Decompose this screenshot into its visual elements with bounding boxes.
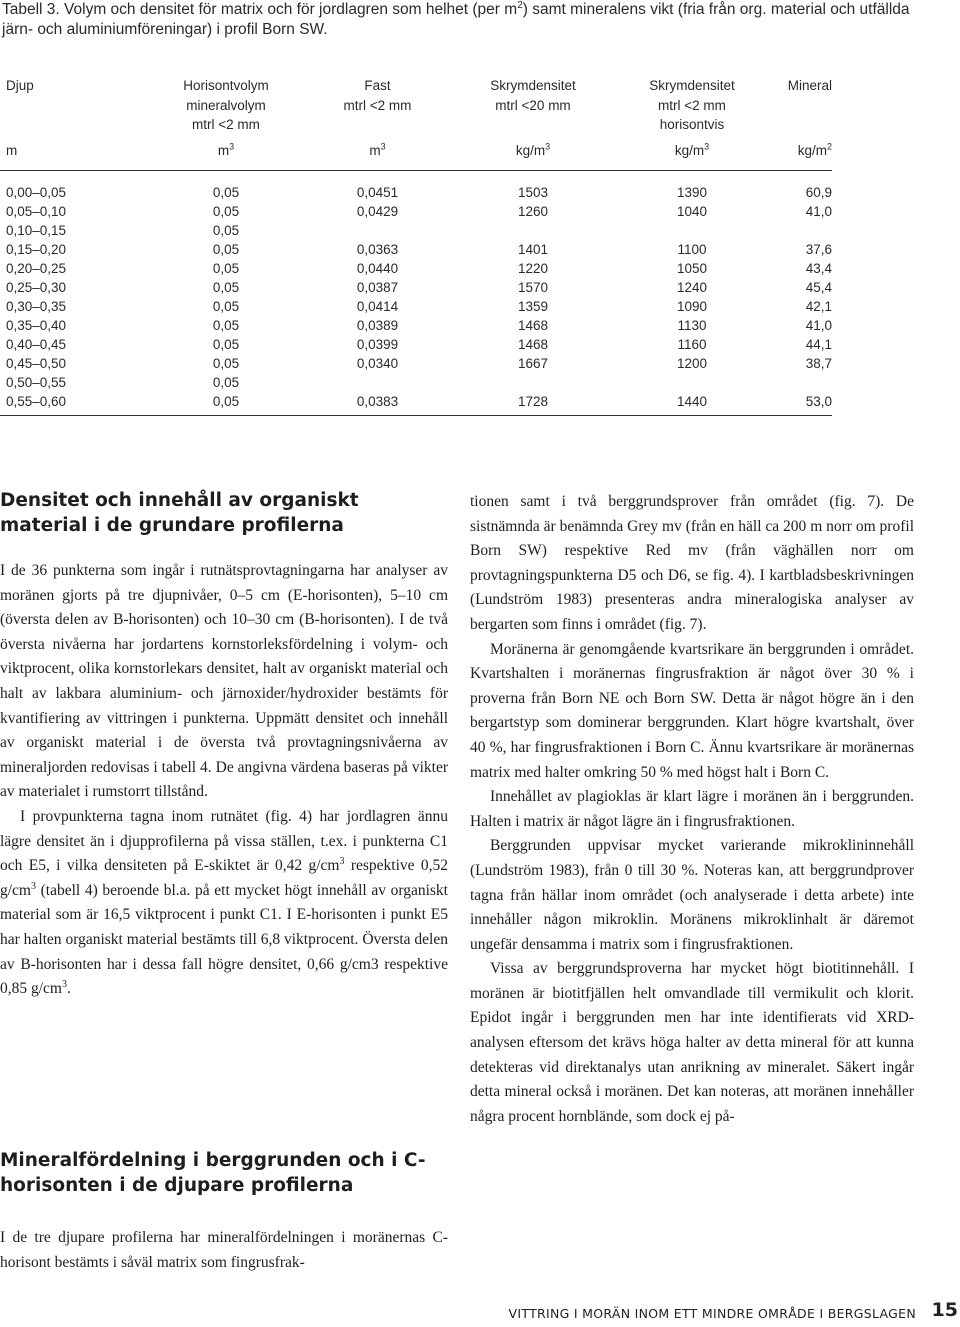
unit-horisontvolym: $m^3$ [217, 141, 235, 158]
cell-bulk-density-20: 1468 [517, 318, 549, 333]
page-number: 15 [931, 1299, 958, 1321]
cell-bulk-density-2 [612, 373, 772, 392]
cell-solid: 0,0440 [356, 261, 399, 276]
cell-bulk-density-2: 1160 [677, 337, 707, 352]
cell-depth: 0,30–0,35 [6, 299, 67, 314]
cell-mineral: 45,4 [805, 280, 832, 295]
cell-depth: 0,25–0,30 [6, 280, 67, 295]
cell-bulk-density-20: 1260 [517, 204, 549, 219]
cell-bulk-density-20: 1503 [517, 185, 549, 200]
cell-solid: 0,0389 [356, 318, 399, 333]
cell-horizon-volume: 0,05 [212, 318, 240, 333]
cell-depth: 0,40–0,45 [6, 337, 67, 352]
cell-solid: 0,0399 [356, 337, 399, 352]
cell-solid: 0,0340 [356, 356, 399, 371]
table-row [0, 278, 832, 297]
cell-solid: 0,0451 [356, 185, 399, 200]
cell-mineral: 41,0 [805, 318, 832, 333]
cell-bulk-density-20 [454, 221, 612, 240]
table-header-row [0, 76, 832, 142]
cell-depth: 0,50–0,55 [6, 375, 67, 390]
cell-bulk-density-2: 1100 [677, 242, 707, 257]
cell-bulk-density-20 [454, 373, 612, 392]
cell-solid: 0,0429 [356, 204, 399, 219]
cell-horizon-volume: 0,05 [212, 375, 240, 390]
cell-horizon-volume: 0,05 [212, 337, 240, 352]
paragraph-mineral-intro: I de tre djupare profilerna har mineralfördelningen i moränernas C-horisont bestämts i såväl matrix som fingrusfrak- [0, 1229, 448, 1271]
cell-solid: 0,0363 [356, 242, 399, 257]
unit-skrymdensitet-2: $kg/m^3$ [674, 141, 710, 158]
unit-djup: m [6, 143, 18, 158]
cell-solid: 0,0414 [356, 299, 399, 314]
cell-mineral: 41,0 [805, 204, 832, 219]
cell-bulk-density-2: 1050 [676, 261, 708, 276]
cell-mineral: 38,7 [805, 356, 832, 371]
cell-depth: 0,55–0,60 [6, 394, 67, 409]
cell-bulk-density-20: 1728 [517, 394, 549, 409]
table-row [0, 373, 832, 392]
cell-bulk-density-20: 1359 [517, 299, 549, 314]
cell-horizon-volume: 0,05 [212, 204, 240, 219]
cell-mineral: 42,1 [805, 299, 832, 314]
table-row [0, 202, 832, 221]
paragraph-continuation: tionen samt i två berggrundsprover från området (fig. 7). De sistnämnda är benämnda Grey mv (från en häll ca 200 m norr om profil Born SW) respektive Red mv (från väghällen norr om provtagningspunkterna D5 och D6, se fig. 4). I kartbladsbeskrivningen (Lundström 1983) presenteras andra mineralogiska analyser av bergarten som finns i området (fig. 7). [470, 493, 914, 633]
unit-mineral: $kg/m^2$ [797, 141, 832, 158]
cell-horizon-volume: 0,05 [212, 223, 240, 238]
left-column [0, 488, 448, 1271]
paragraph-plagioclase: Innehållet av plagioklas är klart lägre i moränen än i berggrunden. Halten i matrix är något lägre än i fingrusfraktionen. [470, 788, 914, 830]
header-horisontvolym: Horisontvolym mineralvolym mtrl <2 mm [183, 78, 269, 132]
cell-depth: 0,05–0,10 [6, 204, 67, 219]
table-body [0, 171, 832, 416]
cell-bulk-density-2: 1090 [676, 299, 708, 314]
table-units-row [0, 142, 832, 171]
table-row [0, 171, 832, 202]
cell-depth: 0,00–0,05 [6, 185, 67, 200]
table-row [0, 259, 832, 278]
cell-bulk-density-20: 1570 [517, 280, 549, 295]
section-heading-density: Densitet och innehåll av organiskt material i de grundare profilerna [0, 490, 359, 536]
cell-horizon-volume: 0,05 [212, 185, 240, 200]
header-skrymdensitet-2: Skrymdensitet mtrl <2 mm horisontvis [649, 78, 735, 132]
cell-horizon-volume: 0,05 [212, 280, 240, 295]
cell-bulk-density-2: 1390 [676, 185, 708, 200]
cell-bulk-density-2: 1040 [676, 204, 708, 219]
running-footer-title: VITTRING I MORÄN INOM ETT MINDRE OMRÅDE I BERGSLAGEN [508, 1306, 916, 1321]
cell-horizon-volume: 0,05 [212, 299, 240, 314]
cell-mineral: 37,6 [805, 242, 832, 257]
cell-mineral [772, 373, 832, 392]
cell-horizon-volume: 0,05 [212, 394, 240, 409]
table-row [0, 354, 832, 373]
cell-horizon-volume: 0,05 [212, 356, 240, 371]
cell-bulk-density-2 [612, 221, 772, 240]
right-column [470, 490, 914, 1129]
header-fast: Fast mtrl <2 mm [343, 78, 412, 113]
table-row [0, 335, 832, 354]
cell-depth: 0,10–0,15 [6, 223, 67, 238]
header-skrymdensitet-20: Skrymdensitet mtrl <20 mm [490, 78, 576, 113]
paragraph-biotite: Vissa av berggrundsproverna har mycket högt biotitinnehåll. I moränen är biotitfjällen helt omvandlade till vermikulit och klorit. Epidot ingår i berggrunden men har inte identifierats vid XRD-analysen eftersom det krävs höga halter av detta mineral för att kunna detekteras vid direktanalys utan anrikning av mineralet. Säkert ingår detta mineral också i moränen. Det kan noteras, att moränen innehåller några procent hornblände, som dock ej på- [470, 960, 914, 1125]
cell-bulk-density-2: 1440 [676, 394, 708, 409]
cell-depth: 0,35–0,40 [6, 318, 67, 333]
cell-horizon-volume: 0,05 [212, 242, 240, 257]
section-heading-mineral: Mineralfördelning i berggrunden och i C-horisonten i de djupare profilerna [0, 1150, 426, 1196]
cell-mineral [772, 221, 832, 240]
table-row [0, 392, 832, 416]
table-caption [2, 0, 932, 40]
table-row [0, 297, 832, 316]
cell-bulk-density-2: 1130 [677, 318, 707, 333]
cell-solid: 0,0383 [356, 394, 399, 409]
cell-depth: 0,15–0,20 [6, 242, 67, 257]
cell-bulk-density-2: 1240 [676, 280, 708, 295]
header-mineral: Mineral [787, 78, 832, 93]
paragraph-grid-points: I provpunkterna tagna inom rutnätet (fig. 4) har jordlagren ännu lägre densitet än i djupprofilerna på vissa ställen, t.ex. i punkterna C1 och E5, i vilka densiteten på E-skiktet är 0,42 $g/cm^3$ respektive 0,52 $g/cm^3$ (tabell 4) beroende bl.a. på ett mycket högt innehåll av organiskt material som är 16,5 viktprocent i punkt C1. I E-horisonten i punkt E5 har halten organiskt material bestämts till 6,8 viktprocent. Översta delen av B-horisonten har i dessa fall högre densitet, 0,66 g/cm3 respektive 0,85 $g/cm^3$. [0, 807, 448, 998]
caption-text-1: Tabell 3. Volym och densitet för matrix och för jordlagren som helhet (per m [2, 1, 518, 18]
cell-horizon-volume: 0,05 [212, 261, 240, 276]
unit-skrymdensitet-20: $kg/m^3$ [515, 141, 551, 158]
paragraph-sampling: I de 36 punkterna som ingår i rutnätsprovtagningarna har analyser av moränen gjorts på tre djupnivåer, 0–5 cm (E-horisonten), 5–10 cm (översta delen av B-horisonten) och 10–30 cm (B-horisonten). I de två översta nivåerna har jordartens kornstorleksfördelning i volym- och viktprocent, olika kornstorlekars densitet, halt av organiskt material och halt av lakbara aluminium- och järnoxider/hydroxider bestämts för kvantifiering av vittringen i punkterna. Uppmätt densitet och innehåll av organiskt material i de översta två provtagningsnivåerna av mineraljorden redovisas i tabell 4. De angivna värdena baseras på vikter av materialet i rumstorrt tillstånd. [0, 562, 448, 801]
unit-fast: $m^3$ [369, 141, 386, 158]
cell-mineral: 60,9 [805, 185, 832, 200]
cell-bulk-density-20: 1220 [517, 261, 549, 276]
cell-depth: 0,20–0,25 [6, 261, 67, 276]
cell-bulk-density-20: 1468 [517, 337, 549, 352]
paragraph-quartz: Moränerna är genomgående kvartsrikare än berggrunden i området. Kvartshalten i moränernas fingrusfraktion är något över 30 % i proverna från Born NE och Born SW. Detta är något högre än i den bergartstyp som dominerar berggrunden. Klart högre kvartshalt, över 40 %, har fingrusfraktionen i Born C. Ännu kvartsrikare är moränernas matrix med halter omkring 50 % med högst halt i Born C. [470, 640, 914, 781]
table-row [0, 316, 832, 335]
table-row [0, 221, 832, 240]
cell-solid [301, 373, 454, 392]
cell-mineral: 44,1 [805, 337, 832, 352]
caption-text-2: ) samt mineralens vikt (fria från org. material och utfällda järn- och aluminiumföreningar) i profil Born SW. [2, 1, 910, 38]
cell-bulk-density-2: 1200 [676, 356, 708, 371]
header-djup: Djup [6, 78, 34, 93]
cell-solid [301, 221, 454, 240]
cell-bulk-density-20: 1667 [517, 356, 549, 371]
cell-mineral: 43,4 [805, 261, 832, 276]
cell-solid: 0,0387 [356, 280, 399, 295]
table-bottom-rule [0, 416, 832, 417]
table-row [0, 240, 832, 259]
density-table [0, 76, 832, 416]
cell-depth: 0,45–0,50 [6, 356, 67, 371]
cell-bulk-density-20: 1401 [517, 242, 549, 257]
caption-superscript: 2 [517, 0, 523, 11]
cell-mineral: 53,0 [805, 394, 832, 409]
paragraph-microcline: Berggrunden uppvisar mycket varierande mikroklininnehåll (Lundström 1983), från 0 till 30 %. Noteras kan, att berggrundprover tagna från hällar inom området (och analyserade i detta arbete) inte innehåller någon mikroklin. Moränens mikroklinhalt är däremot ungefär densamma i matrix som i fingrusfraktionen. [470, 837, 914, 953]
